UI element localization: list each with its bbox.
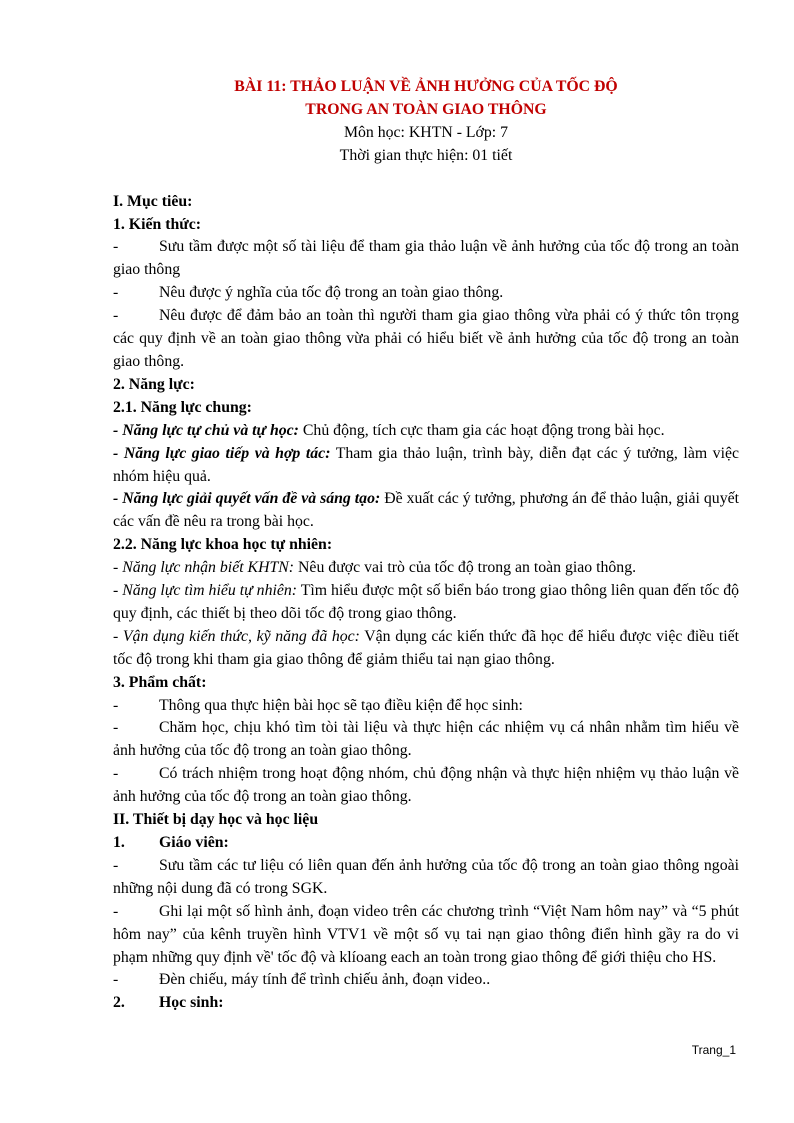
list-item: - Sưu tầm được một số tài liệu để tham gia thảo luận về ảnh hưởng của tốc độ trong an toàn giao thông (113, 238, 739, 279)
section-objectives-heading: I. Mục tiêu: (113, 192, 193, 210)
document-page (113, 76, 739, 1015)
bullet-dash: - (113, 238, 119, 256)
teacher-heading: 1. Giáo viên: (113, 834, 229, 851)
lesson-title-line1: BÀI 11: THẢO LUẬN VỀ ẢNH HƯỞNG CỦA TỐC ĐỘ (234, 78, 618, 95)
bullet-dash: - (113, 971, 119, 989)
bullet-dash: - (113, 696, 119, 714)
competence-heading: 2. Năng lực: (113, 375, 195, 393)
section-equipment-heading: II. Thiết bị dạy học và học liệu (113, 811, 319, 829)
list-item: - Năng lực tự chủ và tự học: Chủ động, tích cực tham gia các hoạt động trong bài học. (113, 421, 665, 439)
bullet-dash: - (113, 307, 119, 325)
general-competence-heading: 2.1. Năng lực chung: (113, 398, 252, 416)
lesson-title-line2: TRONG AN TOÀN GIAO THÔNG (305, 100, 547, 118)
subject-line: Môn học: KHTN - Lớp: 7 (343, 123, 509, 141)
list-item: - Sưu tầm các tư liệu có liên quan đến ảnh hưởng của tốc độ trong an toàn giao thông ngoài những nội dung đã có trong SGK. (113, 856, 739, 897)
bullet-dash: - (113, 284, 119, 302)
list-item: - Năng lực giao tiếp và hợp tác: Tham gia thảo luận, trình bày, diễn đạt các ý tưởng, làm việc nhóm hiệu quả. (113, 444, 739, 485)
student-heading: 2. Học sinh: (113, 994, 224, 1012)
list-item: - Năng lực tìm hiểu tự nhiên: Tìm hiểu được một số biển báo trong giao thông liên quan đến tốc độ quy định, các thiết bị theo dõi tốc độ trong giao thông. (113, 582, 739, 622)
list-item: - Chăm học, chịu khó tìm tòi tài liệu và thực hiện các nhiệm vụ cá nhân nhằm tìm hiểu về ảnh hưởng của tốc độ trong an toàn giao thông. (113, 719, 739, 760)
list-item: - Năng lực nhận biết KHTN: Nêu được vai trò của tốc độ trong an toàn giao thông. (113, 559, 637, 577)
bullet-dash: - (113, 719, 119, 737)
knowledge-heading: 1. Kiến thức: (113, 215, 202, 233)
bullet-dash: - (113, 856, 119, 874)
list-item: - Có trách nhiệm trong hoạt động nhóm, chủ động nhận và thực hiện nhiệm vụ thảo luận về ảnh hưởng của tốc độ trong an toàn giao thông. (113, 765, 739, 806)
qualities-heading: 3. Phẩm chất: (113, 673, 207, 691)
bullet-dash: - (113, 902, 119, 920)
science-competence-heading: 2.2. Năng lực khoa học tự nhiên: (113, 536, 333, 554)
list-item: - Thông qua thực hiện bài học sẽ tạo điều kiện để học sinh: (113, 695, 739, 718)
list-item: - Đèn chiếu, máy tính để trình chiếu ảnh, đoạn video.. (113, 969, 739, 992)
page-number: Trang_1 (691, 1043, 736, 1057)
bullet-dash: - (113, 765, 119, 783)
list-item: - Nêu được để đảm bảo an toàn thì người tham gia giao thông vừa phải có ý thức tôn trọng các quy định về an toàn giao thông vừa phải có hiểu biết về ảnh hưởng của tốc độ trong an toàn giao thông. (113, 307, 739, 370)
list-item: - Năng lực giải quyết vấn đề và sáng tạo: Đề xuất các ý tưởng, phương án để thảo luận, giải quyết các vấn đề nêu ra trong bài học. (113, 490, 739, 531)
list-item: - Nêu được ý nghĩa của tốc độ trong an toàn giao thông. (113, 282, 739, 305)
duration-line: Thời gian thực hiện: 01 tiết (339, 146, 513, 164)
list-item: - Vận dụng kiến thức, kỹ năng đã học: Vận dụng các kiến thức đã học để hiểu được việc điều tiết tốc độ trong khi tham gia giao thông để giảm thiểu tai nạn giao thông. (113, 627, 740, 668)
list-item: - Ghi lại một số hình ảnh, đoạn video trên các chương trình “Việt Nam hôm nay” và “5 phút hôm nay” của kênh truyền hình VTV1 về một số vụ tai nạn giao thông điển hình gầy ra do vi phạm những quy định về' tốc độ và klíoang each an toàn trong giao thông để giới thiệu cho HS. (113, 902, 739, 966)
